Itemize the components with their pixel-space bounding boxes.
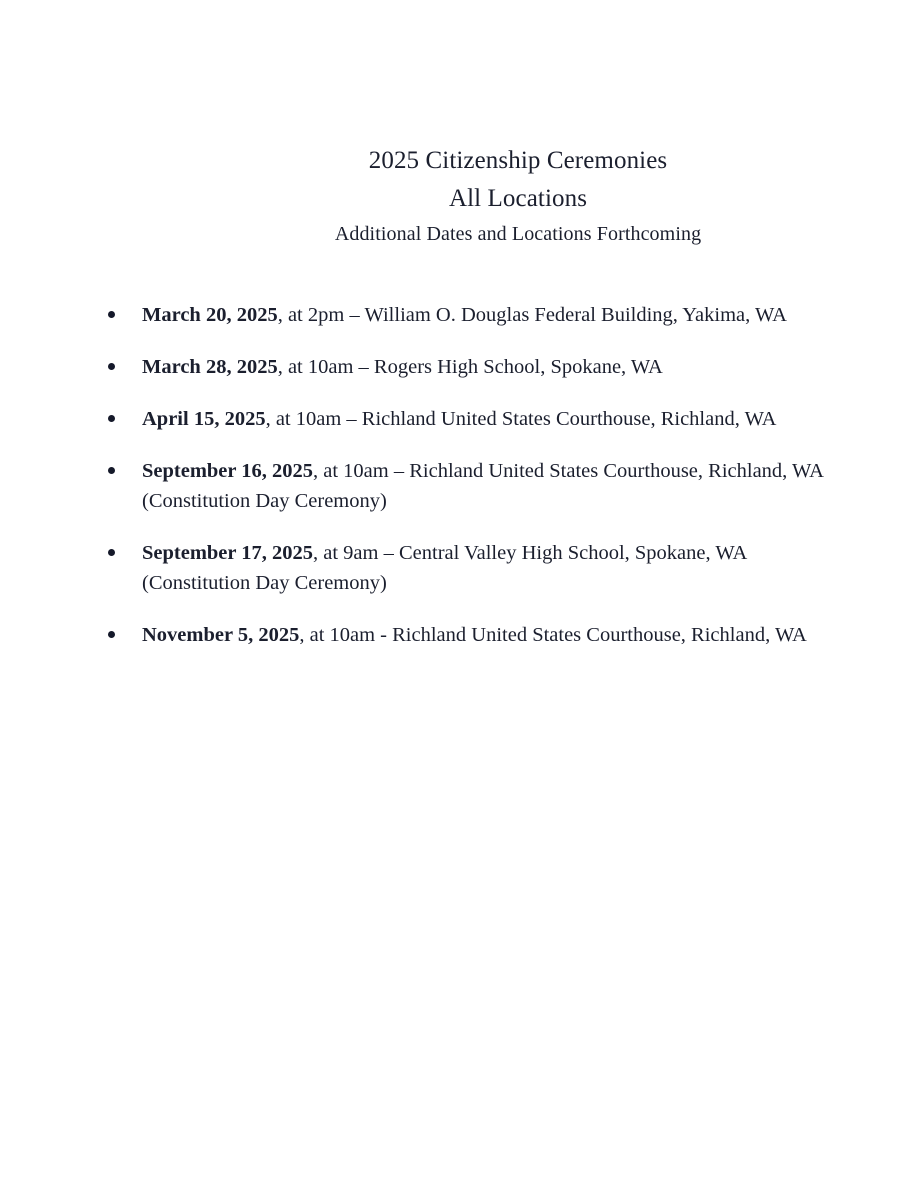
page-title: 2025 Citizenship Ceremonies (368, 147, 668, 174)
document-heading (0, 142, 900, 250)
page-subtitle-note: Additional Dates and Locations Forthcoming (334, 223, 702, 245)
ceremony-note: (Constitution Day Ceremony) (142, 572, 387, 594)
bullet-icon (108, 631, 115, 638)
ceremony-note: (Constitution Day Ceremony) (142, 490, 387, 512)
ceremony-date: March 20, 2025 (142, 304, 278, 326)
ceremony-date: November 5, 2025 (142, 624, 300, 646)
bullet-icon (108, 311, 115, 318)
ceremony-date: September 16, 2025 (142, 460, 314, 482)
list-item (0, 300, 900, 330)
ceremony-details: , at 2pm – William O. Douglas Federal Building, Yakima, WA (277, 304, 787, 326)
list-item (0, 456, 900, 516)
list-item (0, 404, 900, 434)
ceremony-list (0, 300, 900, 650)
bullet-icon (108, 415, 115, 422)
ceremony-details: , at 10am – Rogers High School, Spokane, WA (277, 356, 663, 378)
bullet-icon (108, 549, 115, 556)
ceremony-details: , at 10am – Richland United States Courthouse, Richland, WA (313, 460, 824, 482)
ceremony-details: , at 10am - Richland United States Courthouse, Richland, WA (299, 624, 807, 646)
ceremony-details: , at 9am – Central Valley High School, Spokane, WA (313, 542, 748, 564)
ceremony-date: March 28, 2025 (142, 356, 278, 378)
ceremony-date: April 15, 2025 (142, 408, 266, 430)
ceremony-details: , at 10am – Richland United States Courthouse, Richland, WA (265, 408, 777, 430)
list-item (0, 620, 900, 650)
bullet-icon (108, 363, 115, 370)
list-item (0, 538, 900, 598)
bullet-icon (108, 467, 115, 474)
page-subtitle: All Locations (448, 185, 588, 212)
ceremony-date: September 17, 2025 (142, 542, 314, 564)
list-item (0, 352, 900, 382)
